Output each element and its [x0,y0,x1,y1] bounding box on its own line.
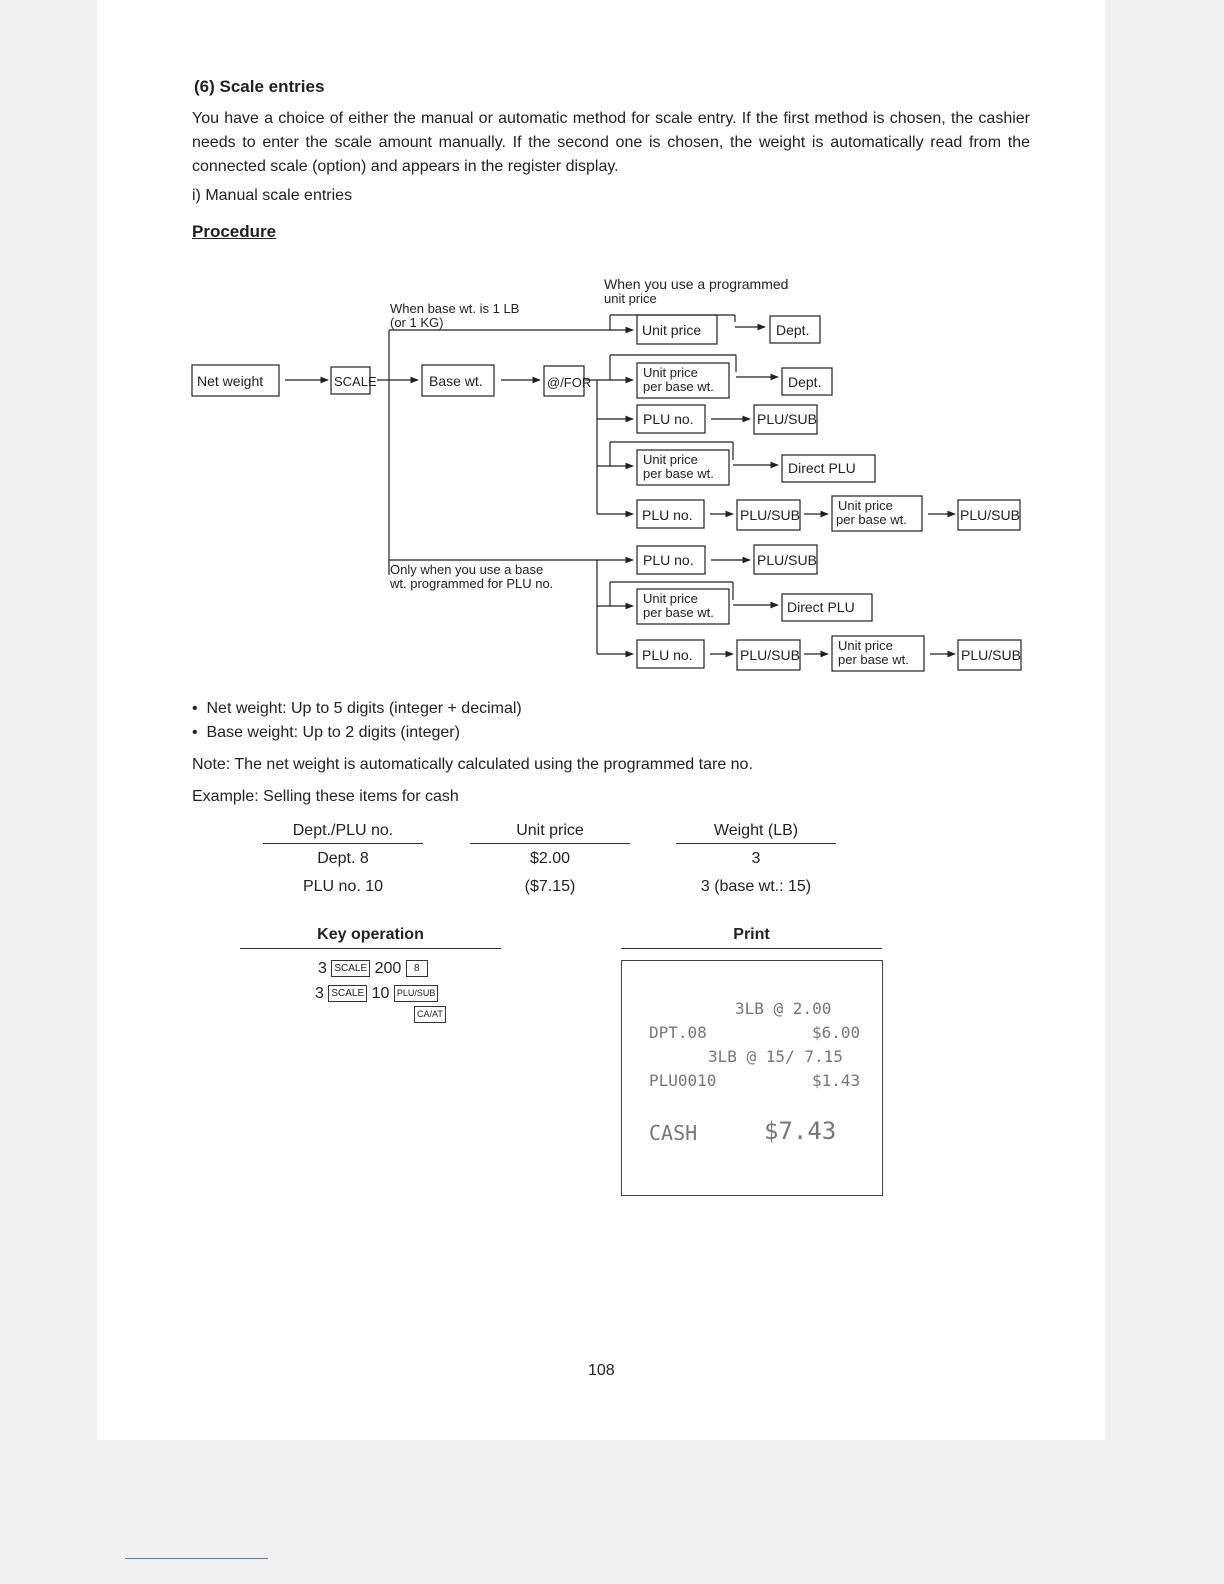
unit-price-base-label-2a: Unit price [643,452,698,467]
bullet-net-weight: • Net weight: Up to 5 digits (integer + decimal) [192,700,522,717]
receipt-line: PLU0010 [649,1071,717,1090]
note-text: Note: The net weight is automatically calculated using the programmed tare no. [192,756,753,773]
direct-plu-label-2: Direct PLU [787,599,855,615]
unit-price-label-1: Unit price [642,322,702,338]
ca-at-key: CA/AT [414,1006,446,1023]
plu-no-label-3: PLU no. [643,552,694,568]
table-cell: 3 [751,850,761,867]
unit-price-base-label-2b: per base wt. [643,466,714,481]
table-header-unit-price: Unit price [470,822,630,844]
plu-sub-label-4: PLU/SUB [757,552,817,568]
footer-link-line [125,1558,268,1559]
receipt-line: CASH [649,1121,698,1145]
plu-sub-label-5: PLU/SUB [740,647,800,663]
unit-price-base-label-3b: per base wt. [836,512,907,527]
receipt [621,960,883,1196]
subsection-title: i) Manual scale entries [192,187,353,204]
table-cell: $2.00 [529,850,571,867]
unit-price-base-label-4b: per base wt. [643,605,714,620]
unit-price-base-label-5b: per base wt. [838,652,909,667]
plu-no-label-1: PLU no. [643,411,694,427]
receipt-line: DPT.08 [649,1023,707,1042]
plu-sub-label-1: PLU/SUB [757,411,817,427]
plu-sub-label-6: PLU/SUB [961,647,1021,663]
net-weight-label: Net weight [197,373,264,389]
procedure-diagram [0,0,1224,690]
plu-sub-key: PLU/SUB [394,985,439,1002]
unit-price-base-label-4a: Unit price [643,591,698,606]
note-plu-1: Only when you use a base [390,562,544,577]
note-base-2: (or 1 KG) [390,315,444,330]
receipt-line: $7.43 [764,1117,837,1145]
page-number: 108 [588,1362,615,1379]
note-base-1: When base wt. is 1 LB [390,301,520,316]
section-title: (6) Scale entries [194,77,325,96]
table-cell: PLU no. 10 [302,878,384,895]
unit-price-base-label-1a: Unit price [643,365,698,380]
receipt-line: 3LB @ 2.00 [735,999,832,1018]
plu-no-label-4: PLU no. [642,647,693,663]
table-header-dept: Dept./PLU no. [263,822,423,844]
scale-key-label: SCALE [334,374,377,389]
key-line-1: 3 SCALE 200 8 [318,960,428,978]
table-header-weight: Weight (LB) [676,822,836,844]
receipt-line: 3LB @ 15/ 7.15 [708,1047,843,1066]
procedure-heading: Procedure [192,222,277,241]
intro-paragraph: You have a choice of either the manual or automatic method for scale entry. If the first method is chosen, the cashier needs to enter the scale amount manually. If the second one is chosen, the weight is automatically read from the connected scale (option) and appears in the register display. [192,110,1030,175]
note-programmed: When you use a programmed [604,276,789,292]
scale-key: SCALE [328,985,367,1002]
bullet-base-weight: • Base weight: Up to 2 digits (integer) [192,724,460,741]
unit-price-base-label-1b: per base wt. [643,379,714,394]
unit-price-base-label-3a: Unit price [838,498,893,513]
plu-no-label-2: PLU no. [642,507,693,523]
plu-sub-label-2: PLU/SUB [740,507,800,523]
note-plu-2: wt. programmed for PLU no. [390,576,554,591]
key-line-2: 3 SCALE 10 PLU/SUB [315,985,438,1003]
key-operation-heading: Key operation [240,926,501,949]
dept-label-1: Dept. [776,322,810,338]
table-cell: ($7.15) [524,878,576,895]
receipt-line: $6.00 [812,1023,861,1042]
base-wt-label: Base wt. [429,373,483,389]
table-cell: Dept. 8 [317,850,369,867]
direct-plu-label-1: Direct PLU [788,460,856,476]
key-line-3 [414,1006,446,1024]
dept-8-key: 8 [406,960,428,977]
dept-label-2: Dept. [788,374,822,390]
for-key-label: @/FOR [547,375,592,390]
print-heading: Print [621,926,882,949]
table-cell: 3 (base wt.: 15) [700,878,812,895]
plu-sub-label-3: PLU/SUB [960,507,1020,523]
scale-key: SCALE [331,960,370,977]
note-programmed-2: unit price [604,291,657,306]
receipt-line: $1.43 [812,1071,861,1090]
example-text: Example: Selling these items for cash [192,788,459,805]
unit-price-base-label-5a: Unit price [838,638,893,653]
